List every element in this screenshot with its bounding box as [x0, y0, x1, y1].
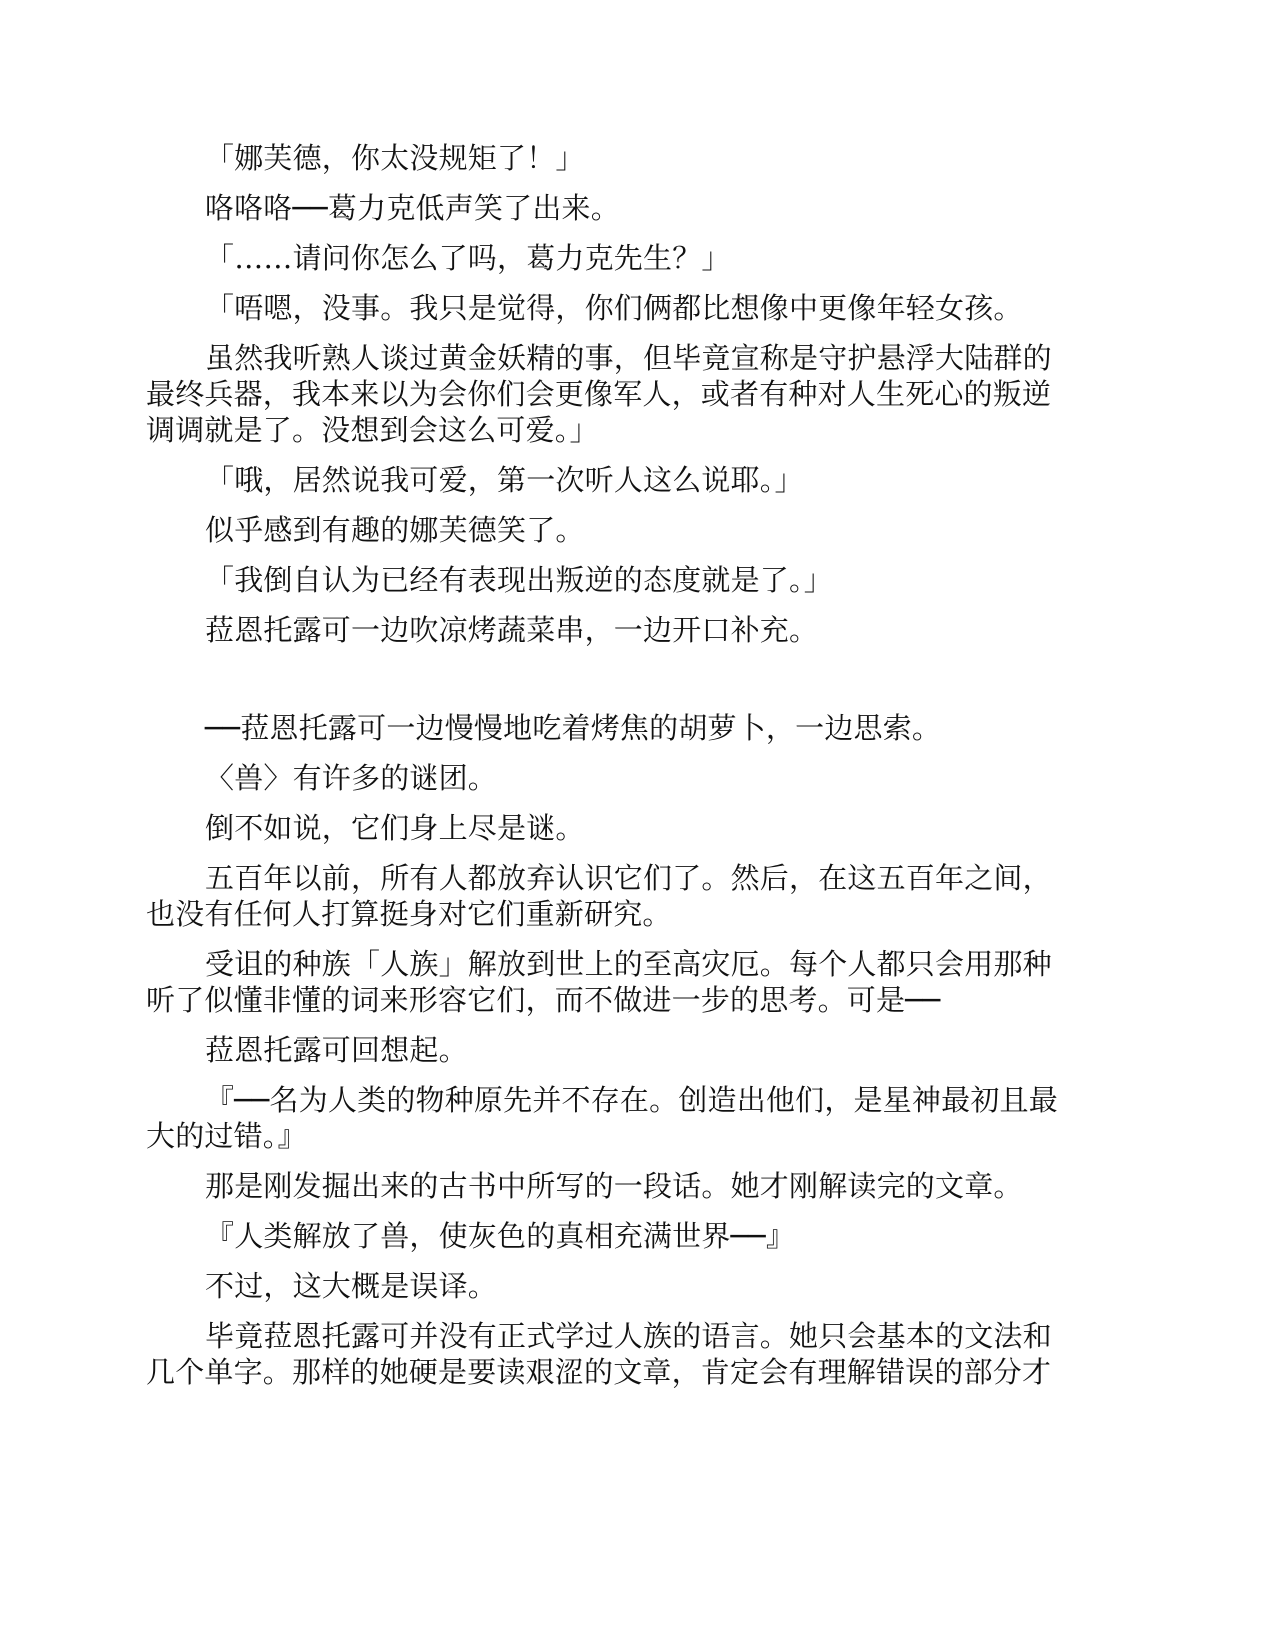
paragraph: 不过，这大概是误译。 [205, 1269, 498, 1303]
paragraph: 五百年以前，所有人都放弃认识它们了。然后，在这五百年之间，也没有任何人打算挺身对它们重新研究。 [146, 861, 1052, 931]
paragraph: 咯咯咯──葛力克低声笑了出来。 [205, 191, 620, 225]
paragraph: 受诅的种族「人族」解放到世上的至高灾厄。每个人都只会用那种听了似懂非懂的词来形容它们，而不做进一步的思考。可是── [146, 947, 1052, 1017]
paragraph: 「我倒自认为已经有表现出叛逆的态度就是了。」 [205, 563, 833, 597]
paragraph: 『──名为人类的物种原先并不存在。创造出他们，是星神最初且最大的过错。』 [146, 1083, 1058, 1153]
paragraph: 菈恩托露可回想起。 [205, 1033, 468, 1067]
document-page [146, 140, 1066, 1404]
paragraph: 〈兽〉有许多的谜团。 [205, 761, 498, 795]
scene-break [146, 662, 1066, 710]
paragraph: 似乎感到有趣的娜芙德笑了。 [205, 513, 585, 547]
paragraph: 虽然我听熟人谈过黄金妖精的事，但毕竟宣称是守护悬浮大陆群的最终兵器，我本来以为会你们会更像军人，或者有种对人生死心的叛逆调调就是了。没想到会这么可爱。」 [146, 341, 1052, 447]
paragraph: 毕竟菈恩托露可并没有正式学过人族的语言。她只会基本的文法和几个单字。那样的她硬是要读艰涩的文章，肯定会有理解错误的部分才 [146, 1319, 1052, 1389]
paragraph: 那是刚发掘出来的古书中所写的一段话。她才刚解读完的文章。 [205, 1169, 1023, 1203]
paragraph: 「娜芙德，你太没规矩了！」 [205, 141, 585, 175]
paragraph: ──菈恩托露可一边慢慢地吃着烤焦的胡萝卜，一边思索。 [205, 711, 942, 745]
paragraph: 『人类解放了兽，使灰色的真相充满世界──』 [205, 1219, 796, 1253]
paragraph: 「唔嗯，没事。我只是觉得，你们俩都比想像中更像年轻女孩。 [205, 291, 1023, 325]
paragraph: 菈恩托露可一边吹凉烤蔬菜串，一边开口补充。 [205, 613, 819, 647]
paragraph: 「……请问你怎么了吗，葛力克先生？」 [205, 241, 731, 275]
paragraph: 「哦，居然说我可爱，第一次听人这么说耶。」 [205, 463, 804, 497]
paragraph: 倒不如说，它们身上尽是谜。 [205, 811, 585, 845]
